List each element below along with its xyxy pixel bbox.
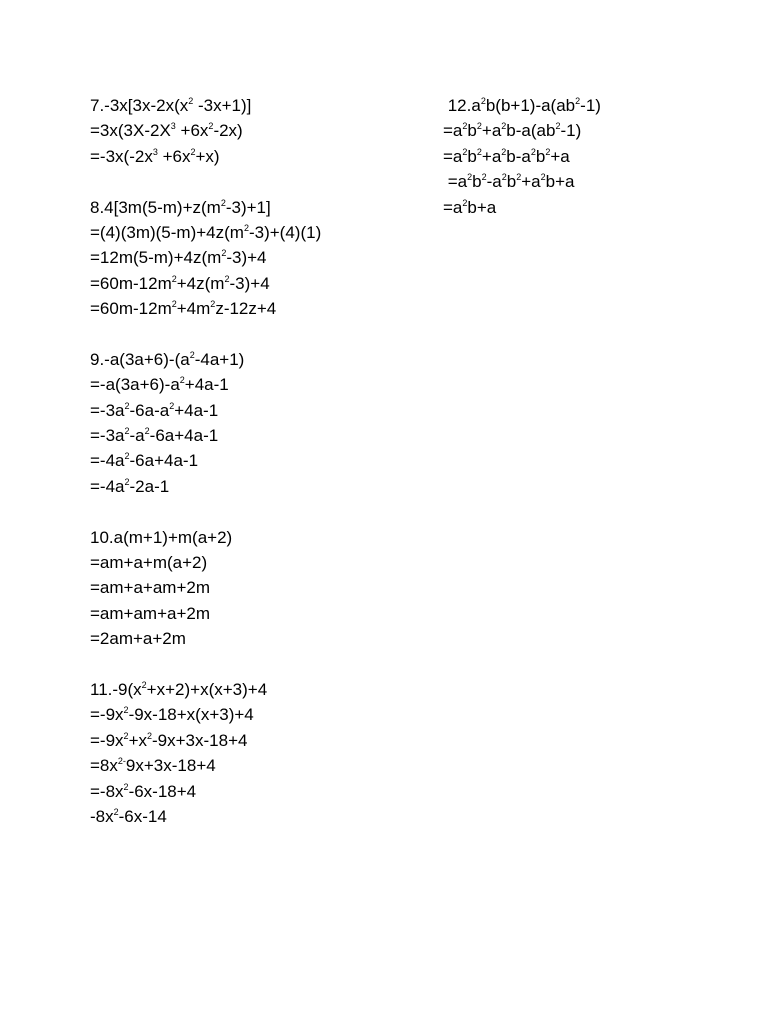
problem-p11 <box>90 677 420 829</box>
exponent: 2 <box>462 197 468 208</box>
solution-step: $-8x^2-6x-14$ <box>90 806 167 826</box>
solution-step: $=3x(3X-2X^3 +6x^2-2x)$ <box>90 121 243 141</box>
right-column <box>443 93 743 220</box>
exponent: 2 <box>144 426 150 437</box>
solution-step: $=a^2b^2+a^2b-a^2b^2+a$ <box>443 146 570 166</box>
exponent: 2 <box>210 299 216 310</box>
solution-step: =am+am+a+2m <box>90 603 211 623</box>
problem-p7 <box>90 93 420 169</box>
exponent: 2 <box>481 172 487 183</box>
exponent: 2 <box>462 121 468 132</box>
exponent: 2 <box>124 400 130 411</box>
problem-statement: $9.-a(3a+6)-(a^2-4a+1)$ <box>90 349 245 369</box>
solution-step: =am+a+m(a+2) <box>90 553 208 573</box>
exponent: 2 <box>124 451 130 462</box>
exponent: 2 <box>124 476 130 487</box>
exponent: 2 <box>220 197 226 208</box>
exponent: 2 <box>179 375 185 386</box>
solution-step: $=60m-12m^2+4z(m^2-3)+4$ <box>90 273 270 293</box>
exponent: 2 <box>190 146 196 157</box>
left-column <box>90 93 420 829</box>
exponent: 2 <box>243 222 249 233</box>
solution-step: =2am+a+2m <box>90 629 186 649</box>
exponent: 2 <box>501 146 507 157</box>
problem-p12 <box>443 93 743 220</box>
exponent: 2 <box>476 121 482 132</box>
exponent: 2 <box>123 730 129 741</box>
exponent: 2 <box>147 730 153 741</box>
solution-step: $=-3x(-2x^3 +6x^2+x)$ <box>90 146 220 166</box>
exponent: 2 <box>540 172 546 183</box>
problem-p10 <box>90 525 420 652</box>
exponent: 2 <box>516 172 522 183</box>
solution-step: =am+a+am+2m <box>90 578 211 598</box>
exponent: 2 <box>476 146 482 157</box>
solution-step: $=-3a^2-a^2-6a+4a-1$ <box>90 426 219 446</box>
solution-step: $=-4a^2-6a+4a-1$ <box>90 451 199 471</box>
exponent: 3 <box>170 121 176 132</box>
exponent: 2 <box>189 349 195 360</box>
exponent: 2 <box>171 299 177 310</box>
solution-step: $=a^2b^2+a^2b-a(ab^2-1)$ <box>443 121 582 141</box>
exponent: 2 <box>124 426 130 437</box>
solution-step: $=-9x^2+x^2-9x+3x-18+4$ <box>90 730 248 750</box>
blank-line <box>90 169 420 194</box>
solution-step: $=12m(5-m)+4z(m^2-3)+4$ <box>90 248 267 268</box>
exponent: 2 <box>123 705 129 716</box>
problem-statement: $11.-9(x^2+x+2)+x(x+3)+4$ <box>90 679 268 699</box>
problem-statement: 10.a(m+1)+m(a+2) <box>90 527 233 547</box>
problem-p8 <box>90 195 420 322</box>
exponent: 2 <box>188 96 194 106</box>
solution-step: $=a^2b^2-a^2b^2+a^2b+a$ <box>443 172 575 192</box>
solution-step: $=-4a^2-2a-1$ <box>90 476 170 496</box>
solution-step: $=-a(3a+6)-a^2+4a-1$ <box>90 375 229 395</box>
exponent: 2 <box>501 172 507 183</box>
solution-step: $=8x^{2-}9x+3x-18+4$ <box>90 756 216 776</box>
problem-statement: $8.4[3m(5-m)+z(m^2-3)+1]$ <box>90 197 271 217</box>
problem-statement: $12.a^2b(b+1)-a(ab^2-1)$ <box>443 96 601 115</box>
problem-p9 <box>90 347 420 499</box>
exponent: 2 <box>555 121 561 132</box>
exponent: 2 <box>224 273 230 284</box>
exponent: 2 <box>208 121 214 132</box>
blank-line <box>90 322 420 347</box>
exponent: 2 <box>123 781 129 792</box>
blank-line <box>90 499 420 524</box>
exponent: 2 <box>545 146 551 157</box>
solution-step: $=60m-12m^2+4m^2z-12z+4$ <box>90 299 277 319</box>
exponent: 2 <box>462 146 468 157</box>
solution-step: $=-9x^2-9x-18+x(x+3)+4$ <box>90 705 254 725</box>
exponent: 2 <box>221 248 227 259</box>
solution-step: $=-8x^2-6x-18+4$ <box>90 781 197 801</box>
solution-step: $=-3a^2-6a-a^2+4a-1$ <box>90 400 219 420</box>
exponent: 2 <box>141 679 147 690</box>
exponent: 2 <box>530 146 536 157</box>
exponent: 2 <box>171 273 177 284</box>
exponent: 2 <box>169 400 175 411</box>
exponent: 2 <box>467 172 473 183</box>
exponent: 3 <box>152 146 158 157</box>
exponent: 2 <box>480 96 486 106</box>
exponent: 2 <box>501 121 507 132</box>
problem-statement: $7.-3x[3x-2x(x^2$ -3x+1)] <box>90 96 252 115</box>
exponent: 2- <box>117 756 126 767</box>
solution-step: $=(4)(3m)(5-m)+4z(m^2-3)+(4)(1)$ <box>90 222 322 242</box>
exponent: 2 <box>575 96 581 106</box>
blank-line <box>90 652 420 677</box>
solution-step: $=a^2b+a$ <box>443 197 497 217</box>
exponent: 2 <box>113 806 119 817</box>
